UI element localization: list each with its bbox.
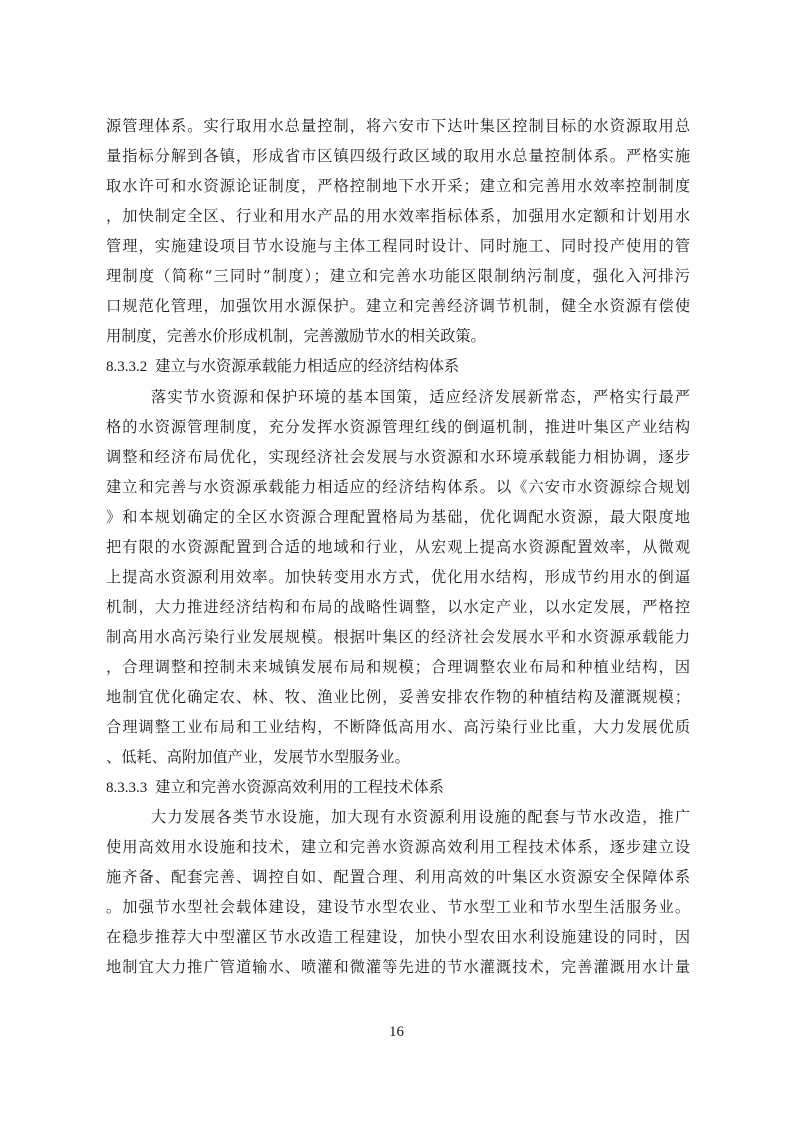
text-line: 在稳步推荐大中型灌区节水改造工程建设，加快小型农田水利设施建设的同时，因 <box>106 928 690 946</box>
section-number: 8.3.3.2 <box>106 359 148 375</box>
page-number: 16 <box>389 1024 404 1040</box>
section-number: 8.3.3.3 <box>106 780 148 796</box>
section-title: 建立和完善水资源高效利用的工程技术体系 <box>155 778 444 796</box>
text-line: 、低耗、高附加值产业，发展节水型服务业。 <box>106 748 410 766</box>
text-line: 》和本规划确定的全区水资源合理配置格局为基础，优化调配水资源，最大限度地 <box>106 508 690 526</box>
text-line: 管理，实施建设项目节水设施与主体工程同时设计、同时施工、同时投产使用的管 <box>106 237 690 255</box>
text-line: 格的水资源管理制度，充分发挥水资源管理红线的倒逼机制，推进叶集区产业结构 <box>106 418 690 436</box>
text-line: ，加快制定全区、行业和用水产品的用水效率指标体系，加强用水定额和计划用水 <box>106 207 690 225</box>
section-title: 建立与水资源承载能力相适应的经济结构体系 <box>155 357 459 375</box>
text-line: ，合理调整和控制未来城镇发展布局和规模；合理调整农业布局和种植业结构，因 <box>106 658 690 676</box>
text-line: 理制度（简称“三同时”制度）；建立和完善水功能区限制纳污制度，强化入河排污 <box>106 267 690 285</box>
text-line: 把有限的水资源配置到合适的地域和行业，从宏观上提高水资源配置效率，从微观 <box>106 538 690 556</box>
text-line: 地制宜大力推广管道输水、喷灌和微灌等先进的节水灌溉技术，完善灌溉用水计量 <box>106 958 690 976</box>
text-line: 源管理体系。实行取用水总量控制，将六安市下达叶集区控制目标的水资源取用总 <box>106 117 690 135</box>
text-line: 机制，大力推进经济结构和布局的战略性调整，以水定产业，以水定发展，严格控 <box>106 598 690 616</box>
text-line: 取水许可和水资源论证制度，严格控制地下水开采；建立和完善用水效率控制制度 <box>106 177 690 195</box>
text-line: 地制宜优化确定农、林、牧、渔业比例，妥善安排农作物的种植结构及灌溉规模； <box>106 688 690 706</box>
text-line: 。加强节水型社会载体建设，建设节水型农业、节水型工业和节水型生活服务业。 <box>106 898 690 916</box>
text-line: 大力发展各类节水设施，加大现有水资源利用设施的配套与节水改造，推广 <box>151 808 690 826</box>
text-line: 合理调整工业布局和工业结构，不断降低高用水、高污染行业比重，大力发展优质 <box>106 718 690 736</box>
text-line: 口规范化管理，加强饮用水源保护。建立和完善经济调节机制，健全水资源有偿使 <box>106 297 690 315</box>
text-line: 使用高效用水设施和技术，建立和完善水资源高效利用工程技术体系，逐步建立设 <box>106 838 690 856</box>
text-line: 落实节水资源和保护环境的基本国策，适应经济发展新常态，严格实行最严 <box>151 388 690 406</box>
text-line: 建立和完善与水资源承载能力相适应的经济结构体系。以《六安市水资源综合规划 <box>106 478 690 496</box>
section-heading <box>106 773 444 801</box>
text-line: 量指标分解到各镇，形成省市区镇四级行政区域的取用水总量控制体系。严格实施 <box>106 147 690 165</box>
text-line: 用制度，完善水价形成机制，完善激励节水的相关政策。 <box>106 327 486 345</box>
text-line: 施齐备、配套完善、调控自如、配置合理、利用高效的叶集区水资源安全保障体系 <box>106 868 690 886</box>
text-line: 调整和经济布局优化，实现经济社会发展与水资源和水环境承载能力相协调，逐步 <box>106 448 690 466</box>
text-line: 制高用水高污染行业发展规模。根据叶集区的经济社会发展水平和水资源承载能力 <box>106 628 690 646</box>
section-heading <box>106 352 459 380</box>
text-line: 上提高水资源利用效率。加快转变用水方式，优化用水结构，形成节约用水的倒逼 <box>106 568 690 586</box>
